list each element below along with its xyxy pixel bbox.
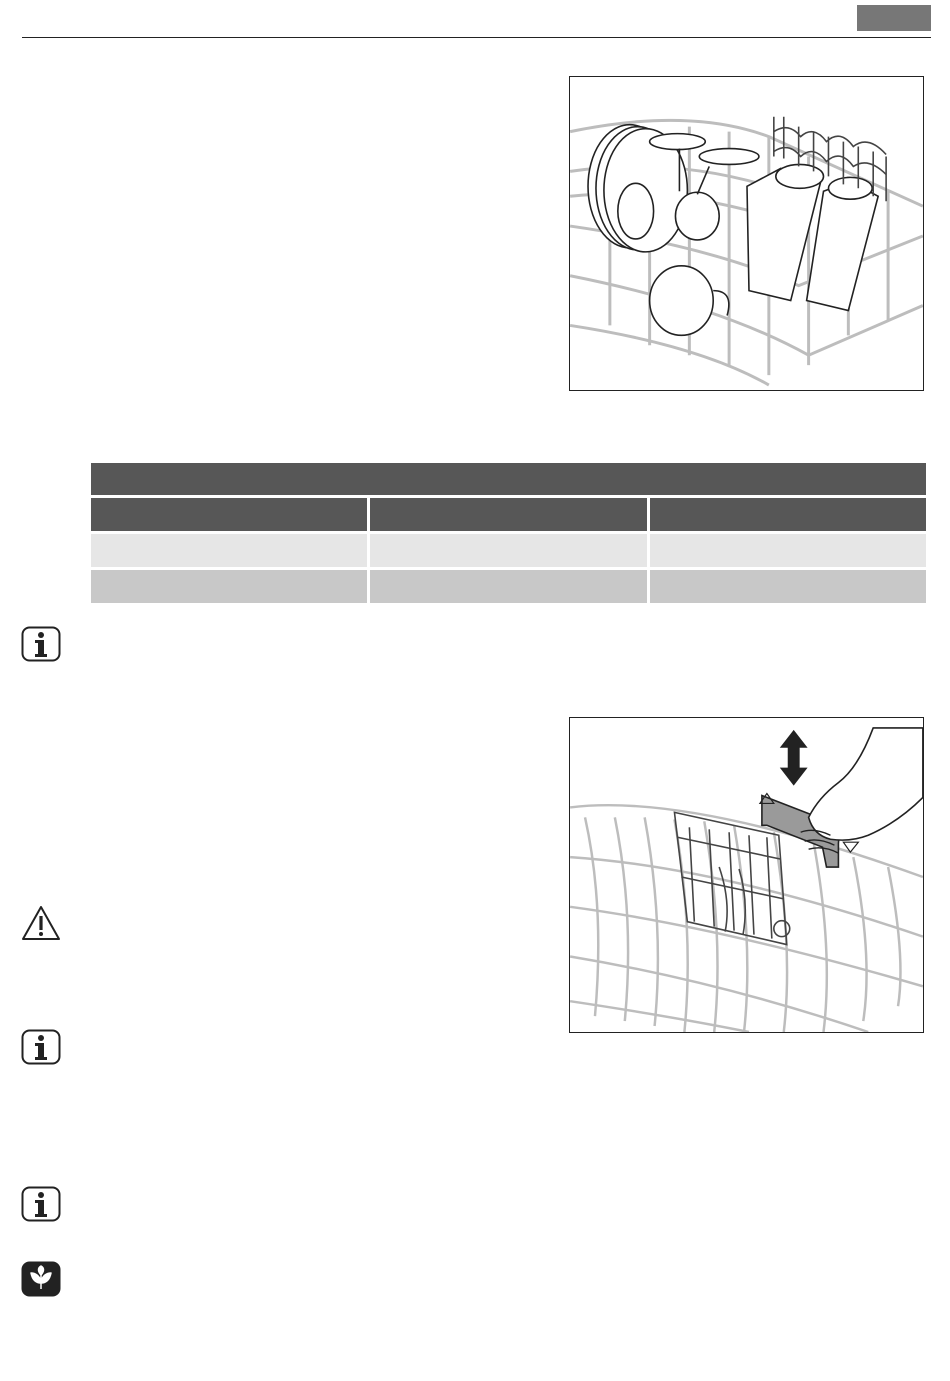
table-cell (370, 570, 646, 603)
cup-rack-illustration (569, 717, 924, 1033)
header-rule (22, 37, 931, 38)
table-cell (91, 534, 367, 567)
warning-icon (21, 905, 61, 941)
table-header-row (91, 498, 926, 531)
table-cell (91, 570, 367, 603)
table-column-header (650, 498, 926, 531)
info-icon (21, 626, 61, 662)
header-tab (857, 5, 931, 31)
table-title-bar (91, 463, 926, 495)
table-column-header (370, 498, 646, 531)
table-cell (650, 570, 926, 603)
upper-basket-drawing (570, 77, 923, 390)
info-icon (21, 1186, 61, 1222)
table-cell (650, 534, 926, 567)
table-row (91, 534, 926, 567)
cup-rack-drawing (570, 718, 923, 1032)
environment-icon (21, 1261, 61, 1297)
upper-basket-illustration (569, 76, 924, 391)
loading-table (91, 463, 926, 603)
table-cell (370, 534, 646, 567)
table-column-header (91, 498, 367, 531)
table-row (91, 570, 926, 603)
info-icon (21, 1029, 61, 1065)
